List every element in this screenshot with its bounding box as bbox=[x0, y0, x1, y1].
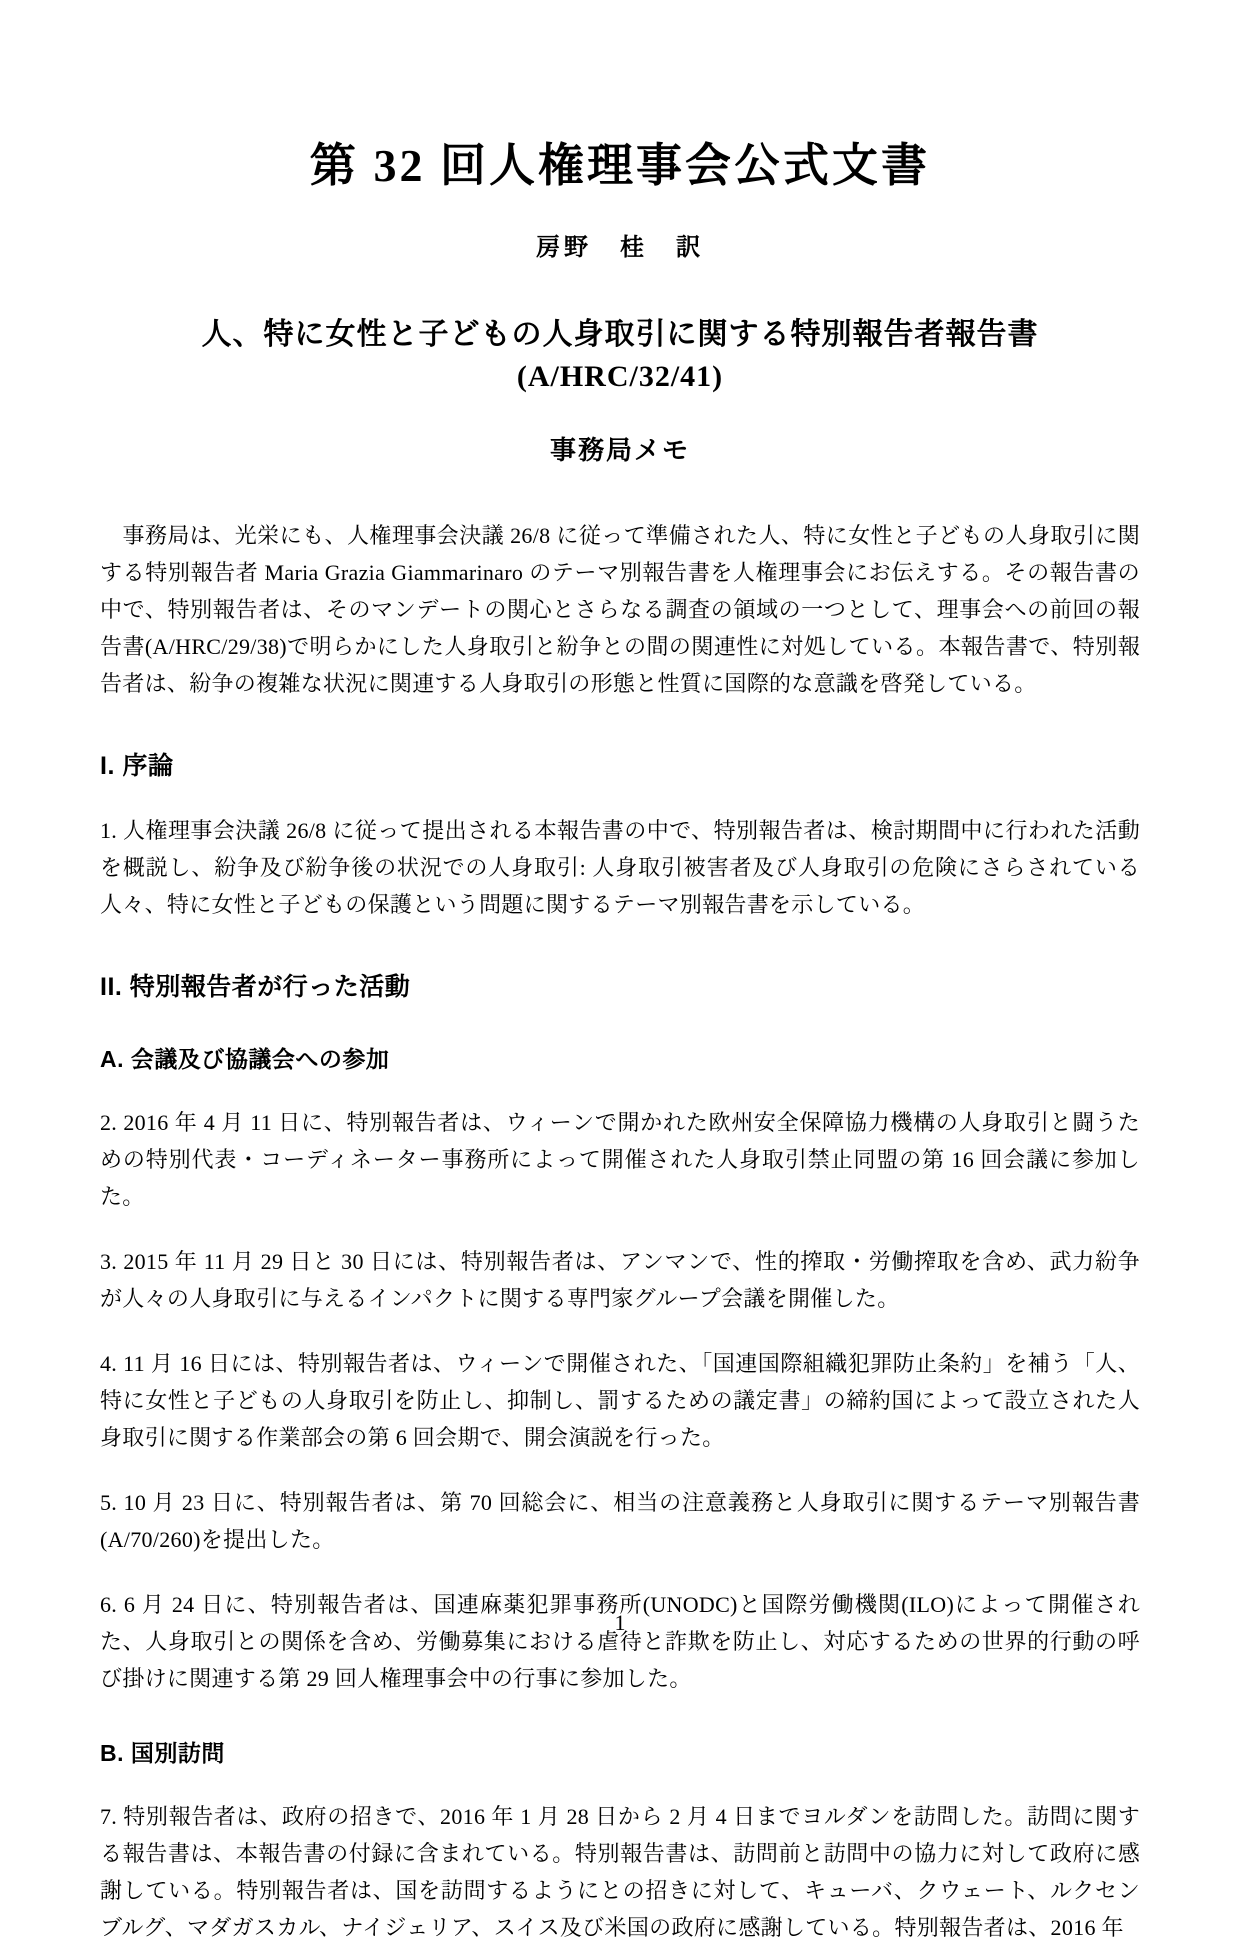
paragraph-3: 3. 2015 年 11 月 29 日と 30 日には、特別報告者は、アンマンで、性的搾取・労働搾取を含め、武力紛争が人々の人身取引に与えるインパクトに関する専門家グループ会議を開催した。 bbox=[100, 1249, 1140, 1312]
report-subtitle-text: 人、特に女性と子どもの人身取引に関する特別報告者報告書 bbox=[201, 318, 1039, 352]
page-number: 1 bbox=[614, 1610, 626, 1635]
section-1-heading: I. 序論 bbox=[100, 752, 174, 781]
abstract-paragraph: 事務局は、光栄にも、人権理事会決議 26/8 に従って準備された人、特に女性と子どもの人身取引に関する特別報告者 Maria Grazia Giammarinaro のテーマ別報告書を人権理事会にお伝えする。その報告書の中で、特別報告者は、そのマンデートの関心とさらなる調査の領域の一つとして、理事会への前回の報告書(A/HRC/29/38)で明らかにした人身取引と紛争との間の関連性に対処している。本報告書で、特別報告者は、紛争の複雑な状況に関連する人身取引の形態と性質に国際的な意識を啓発している。 bbox=[100, 523, 1140, 697]
subsection-b-heading: B. 国別訪問 bbox=[100, 1740, 225, 1767]
paragraph-7: 7. 特別報告者は、政府の招きで、2016 年 1 月 28 日から 2 月 4 日までヨルダンを訪問した。訪問に関する報告書は、本報告書の付録に含まれている。特別報告書は、訪問前と訪問中の協力に対して政府に感謝している。特別報告者は、国を訪問するようにとの招きに対して、キューバ、クウェート、ルクセンブルグ、マダガスカル、ナイジェリア、スイス及び米国の政府に感謝している。特別報告者は、2016 年 bbox=[100, 1804, 1140, 1941]
document-title: 第 32 回人権理事会公式文書 bbox=[310, 140, 930, 191]
paragraph-2: 2. 2016 年 4 月 11 日に、特別報告者は、ウィーンで開かれた欧州安全保障協力機構の人身取引と闘うための特別代表・コーディネーター事務所によって開催された人身取引禁止同盟の第 16 回会議に参加した。 bbox=[100, 1110, 1140, 1210]
paragraph-6: 6. 6 月 24 日に、特別報告者は、国連麻薬犯罪事務所(UNODC)と国際労働機関(ILO)によって開催された、人身取引との関係を含め、労働募集における虐待と詐欺を防止し、対応するための世界的行動の呼び掛けに関連する第 29 回人権理事会中の行事に参加した。 bbox=[100, 1592, 1140, 1692]
secretariat-memo-heading: 事務局メモ bbox=[549, 436, 690, 466]
subsection-a-heading: A. 会議及び協議会への参加 bbox=[100, 1046, 390, 1073]
paragraph-1: 1. 人権理事会決議 26/8 に従って提出される本報告書の中で、特別報告者は、検討期間中に行われた活動を概説し、紛争及び紛争後の状況での人身取引: 人身取引被害者及び人身取引の危険にさらされている人々、特に女性と子どもの保護という問題に関するテーマ別報告書を示している。 bbox=[100, 818, 1140, 918]
paragraph-5: 5. 10 月 23 日に、特別報告者は、第 70 回総会に、相当の注意義務と人身取引に関するテーマ別報告書(A/70/260)を提出した。 bbox=[100, 1490, 1140, 1553]
document-number: (A/HRC/32/41) bbox=[516, 360, 724, 394]
paragraph-4: 4. 11 月 16 日には、特別報告者は、ウィーンで開催された、「国連国際組織犯罪防止条約」を補う「人、特に女性と子どもの人身取引を防止し、抑制し、罰するための議定書」の締約国によって設立された人身取引に関する作業部会の第 6 回会期で、開会演説を行った。 bbox=[100, 1351, 1140, 1451]
report-subtitle bbox=[100, 314, 1140, 398]
translator-credit: 房野 桂 訳 bbox=[536, 235, 704, 262]
section-2-heading: II. 特別報告者が行った活動 bbox=[100, 973, 411, 1002]
